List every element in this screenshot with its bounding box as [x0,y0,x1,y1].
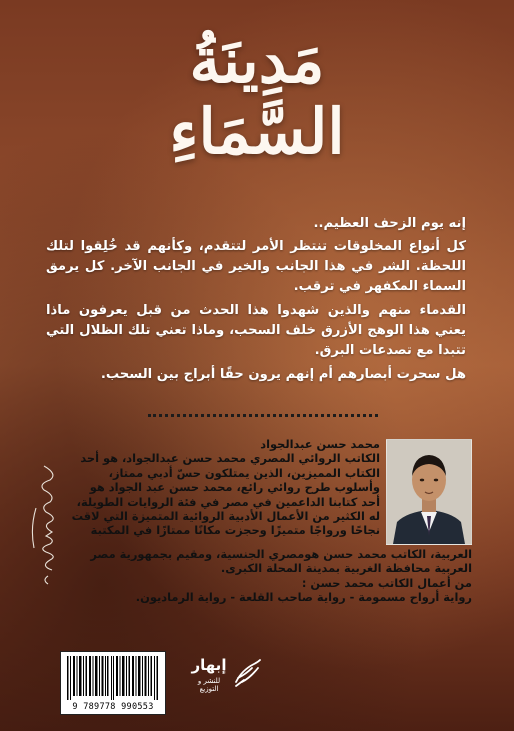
synopsis-paragraph-4: هل سحرت أبصارهم أم إنهم يرون حقًا أبراج بين السحب. [100,367,466,382]
book-title [0,24,514,169]
author-bio-continued [60,547,472,605]
author-bio-line-1: الكاتب الروائي المصري محمد حسن عبدالجواد، هو أحد [80,451,380,466]
author-works-heading: من أعمال الكاتب محمد حسن : [301,575,472,590]
signature-icon [14,460,54,590]
author-portrait-icon [387,440,471,544]
barcode-icon [67,656,159,700]
synopsis-paragraph-2: كل أنواع المخلوقات تنتظر الأمر لتتقدم، وكأنهم قد خُلِقوا لتلك اللحظة. الشر في هذا الجانب والخير في الجانب الآخر. كل يرمق السماء المكفهر في ترقب. [46,239,466,294]
author-bio-line-2: الكتاب المميزين، الذين يمتلكون حسّ أدبي ممتاز، [108,465,380,480]
author-bio-line-5: له الكثير من الأعمال الأدبية الروائية المتميزة التي لاقت [71,509,380,524]
quill-icon [232,656,264,688]
author-bio [60,437,380,538]
author-bio-more-1: العربية، الكاتب محمد حسن هومصري الجنسية، ومقيم بجمهورية مصر [90,547,472,561]
publisher-name: إبهار [191,656,227,674]
author-name: محمد حسن عبدالجواد [260,437,380,451]
publisher-subtitle: للنشر و التوزيع [197,677,221,693]
title-line-1: مَدِينَةُ [189,24,325,97]
author-bio-line-3: وأسلوب طرح روائي رائع، محمد حسن عبد الجواد هو [89,480,380,495]
author-bio-more-2: العربية محافظة الغربية بمدينة المحلة الكبرى. [220,561,472,576]
isbn-barcode [60,651,166,715]
publisher-logo [188,654,264,704]
dotted-divider [148,414,378,417]
title-line-2: السَّمَاءِ [169,95,345,169]
author-photo [386,439,472,545]
isbn-digits: 9 789778 990553 [72,702,154,712]
author-works-list: رواية أرواح مسمومة - رواية صاحب القلعة - رواية الرماديون. [135,590,472,605]
synopsis [46,214,466,389]
designer-signature [14,460,54,590]
synopsis-paragraph-3: القدماء منهم والذين شهدوا هذا الحدث من قبل يعرفون ماذا يعني هذا الوهج الأزرق خلف السحب، وماذا تعني تلك الظلال التي تتبدا مع تصدعات البرق. [46,303,466,358]
author-bio-line-6: نجاحًا ورواجًا متميزًا وحجزت مكانًا ممتازًا في المكتبة [90,523,380,538]
synopsis-paragraph-1: إنه يوم الزحف العظيم.. [313,216,466,231]
author-bio-line-4: أحد كتابنا الداعمين في مصر في فئة الروايات الطويلة، [76,494,380,509]
